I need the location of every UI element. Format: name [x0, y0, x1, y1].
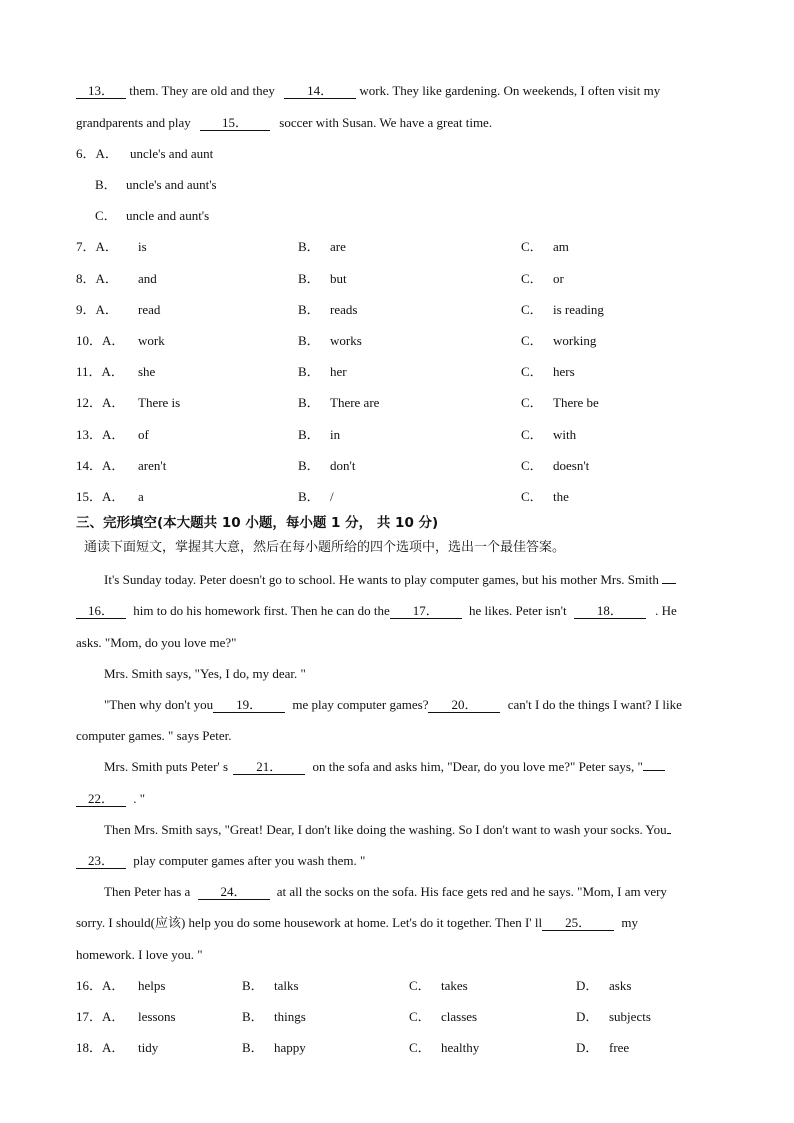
passage2-text: "Then why don't you [104, 697, 214, 712]
option-c: doesn't [553, 458, 590, 473]
option-b: There are [330, 395, 380, 410]
option-b: are [330, 239, 346, 254]
question-row [76, 977, 756, 995]
question-6-option-b [76, 176, 756, 194]
passage1-text: grandparents and play [76, 115, 191, 130]
option-label-c: C． [409, 1040, 431, 1055]
option-a: read [138, 302, 161, 317]
option-b: don't [330, 458, 356, 473]
option-label-c: C． [521, 395, 543, 410]
option-a: aren't [138, 458, 167, 473]
passage2-line [76, 602, 677, 620]
blank-14: 14． [284, 84, 356, 99]
option-label-c: C． [521, 333, 543, 348]
option-label-b: B． [298, 364, 320, 379]
passage1-text: work. They like gardening. On weekends, I often visit my [359, 83, 661, 98]
passage2-text: homework. I love you. " [76, 947, 203, 962]
question-number: 10．A． [76, 333, 125, 348]
passage2-line [76, 852, 365, 870]
question-6 [76, 145, 756, 163]
question-number: 17．A． [76, 1009, 125, 1024]
passage2-text: Then Peter has a [104, 884, 191, 899]
option-c: or [553, 271, 564, 286]
blank-13: 13． [76, 84, 126, 99]
blank-15: 15． [200, 116, 270, 131]
passage1-text: soccer with Susan. We have a great time. [279, 115, 493, 130]
option-c: takes [441, 978, 468, 993]
option-label-c: C． [521, 489, 543, 504]
blank-22: 22． [76, 792, 126, 807]
option-label-c: C． [521, 458, 543, 473]
option-label-c: C． [409, 978, 431, 993]
option-a: she [138, 364, 156, 379]
option-b: but [330, 271, 347, 286]
question-number: 7．A． [76, 239, 118, 254]
passage2-line [104, 665, 306, 683]
blank-19: 19． [213, 698, 285, 713]
option-a: uncle's and aunt [130, 146, 214, 161]
passage2-text: It's Sunday today. Peter doesn't go to school. He wants to play computer games, but his mother Mrs. Smith [104, 572, 659, 587]
question-number: 6．A． [76, 146, 118, 161]
option-c: hers [553, 364, 575, 379]
option-a: and [138, 271, 157, 286]
option-label-c: C． [521, 271, 543, 286]
option-c: the [553, 489, 569, 504]
blank-line [667, 833, 671, 834]
section-instruction: 通读下面短文，掌握其大意，然后在每小题所给的四个选项中，选出一个最佳答案。 [84, 540, 566, 555]
option-b: works [330, 333, 362, 348]
section-heading: 三、完形填空(本大题共 10 小题，每小题 1 分， 共 10 分) [76, 515, 439, 531]
option-c: working [553, 333, 597, 348]
option-b: her [330, 364, 347, 379]
blank-24: 24． [198, 885, 270, 900]
option-label-b: B． [298, 239, 320, 254]
passage2-text: him to do his homework first. Then he can do the [133, 603, 390, 618]
passage2-text: Then Mrs. Smith says, "Great! Dear, I don't like doing the washing. So I don't want to wash your socks. You [104, 822, 667, 837]
blank-16: 16． [76, 604, 126, 619]
passage2-text: my [621, 915, 638, 930]
option-label-b: B． [298, 271, 320, 286]
option-label-d: D． [576, 1009, 599, 1024]
question-row [76, 332, 756, 350]
option-c: uncle and aunt's [126, 208, 210, 223]
question-row [76, 301, 756, 319]
option-label-d: D． [576, 978, 599, 993]
option-label-b: B． [298, 458, 320, 473]
passage2-text: at all the socks on the sofa. His face gets red and he says. "Mom, I am very [276, 884, 667, 899]
passage2-text: play computer games after you wash them. " [133, 853, 366, 868]
passage2-text: asks. "Mom, do you love me?" [76, 635, 237, 650]
option-b: happy [274, 1040, 306, 1055]
passage2-line [104, 883, 667, 901]
passage2-line [76, 790, 145, 808]
option-b: reads [330, 302, 358, 317]
question-6-option-c [76, 207, 756, 225]
option-label-d: D． [576, 1040, 599, 1055]
blank-line [643, 770, 665, 771]
option-b: in [330, 427, 341, 442]
question-row [76, 270, 756, 288]
passage2-line [104, 758, 665, 776]
option-label-c: C． [409, 1009, 431, 1024]
option-a: work [138, 333, 165, 348]
question-number: 13．A． [76, 427, 125, 442]
blank-line [662, 583, 676, 584]
option-b: talks [274, 978, 299, 993]
question-number: 12．A． [76, 395, 125, 410]
option-c: classes [441, 1009, 478, 1024]
option-b: things [274, 1009, 306, 1024]
passage2-text: me play computer games? [292, 697, 429, 712]
passage2-text: can't I do the things I want? I like [507, 697, 682, 712]
blank-18: 18． [574, 604, 646, 619]
question-row [76, 363, 756, 381]
option-label-b: B． [298, 427, 320, 442]
option-a: is [138, 239, 147, 254]
passage1-line2 [76, 114, 492, 132]
question-row [76, 1039, 756, 1057]
option-a: helps [138, 978, 166, 993]
option-label-c: C． [95, 208, 117, 223]
option-b: / [330, 489, 334, 504]
question-number: 15．A． [76, 489, 125, 504]
passage2-text: sorry. I should(应该) help you do some housework at home. Let's do it together. Then I' ll [76, 915, 543, 930]
passage2-line [76, 727, 232, 745]
question-number: 8．A． [76, 271, 118, 286]
passage2-line [76, 914, 638, 932]
passage2-line [104, 571, 676, 589]
option-a: tidy [138, 1040, 159, 1055]
option-label-b: B． [298, 333, 320, 348]
question-number: 9．A． [76, 302, 118, 317]
question-number: 16．A． [76, 978, 125, 993]
question-row [76, 488, 756, 506]
option-d: asks [609, 978, 632, 993]
option-a: of [138, 427, 149, 442]
option-label-b: B． [298, 395, 320, 410]
option-a: a [138, 489, 144, 504]
blank-21: 21． [233, 760, 305, 775]
question-number: 14．A． [76, 458, 125, 473]
blank-23: 23． [76, 854, 126, 869]
option-c: am [553, 239, 569, 254]
option-a: There is [138, 395, 181, 410]
option-c: with [553, 427, 577, 442]
option-label-b: B． [95, 177, 117, 192]
passage2-line [76, 946, 203, 964]
passage2-text: . He [655, 603, 677, 618]
option-a: lessons [138, 1009, 176, 1024]
option-c: healthy [441, 1040, 480, 1055]
option-c: There be [553, 395, 599, 410]
question-row [76, 426, 756, 444]
blank-25: 25． [542, 916, 614, 931]
option-d: subjects [609, 1009, 651, 1024]
question-row [76, 457, 756, 475]
passage2-text: . " [133, 791, 146, 806]
option-label-c: C． [521, 427, 543, 442]
passage2-text: Mrs. Smith puts Peter' s [104, 759, 229, 774]
blank-17: 17． [390, 604, 462, 619]
option-label-b: B． [298, 302, 320, 317]
question-row [76, 394, 756, 412]
passage1-text: them. They are old and they [129, 83, 275, 98]
option-label-b: B． [242, 1040, 264, 1055]
question-number: 11．A． [76, 364, 124, 379]
option-label-b: B． [298, 489, 320, 504]
passage2-line [104, 696, 682, 714]
passage2-text: computer games. " says Peter. [76, 728, 232, 743]
blank-20: 20． [428, 698, 500, 713]
option-c: is reading [553, 302, 604, 317]
option-b: uncle's and aunt's [126, 177, 217, 192]
option-label-c: C． [521, 364, 543, 379]
question-row [76, 238, 756, 256]
question-number: 18．A． [76, 1040, 125, 1055]
question-row [76, 1008, 756, 1026]
passage2-line [104, 821, 671, 839]
option-label-c: C． [521, 239, 543, 254]
option-label-b: B． [242, 1009, 264, 1024]
passage2-line [76, 634, 236, 652]
option-d: free [609, 1040, 630, 1055]
option-label-b: B． [242, 978, 264, 993]
passage2-text: Mrs. Smith says, "Yes, I do, my dear. " [104, 666, 306, 681]
passage2-text: on the sofa and asks him, "Dear, do you love me?" Peter says, " [312, 759, 643, 774]
passage2-text: he likes. Peter isn't [468, 603, 567, 618]
passage1-line1 [76, 82, 660, 100]
option-label-c: C． [521, 302, 543, 317]
